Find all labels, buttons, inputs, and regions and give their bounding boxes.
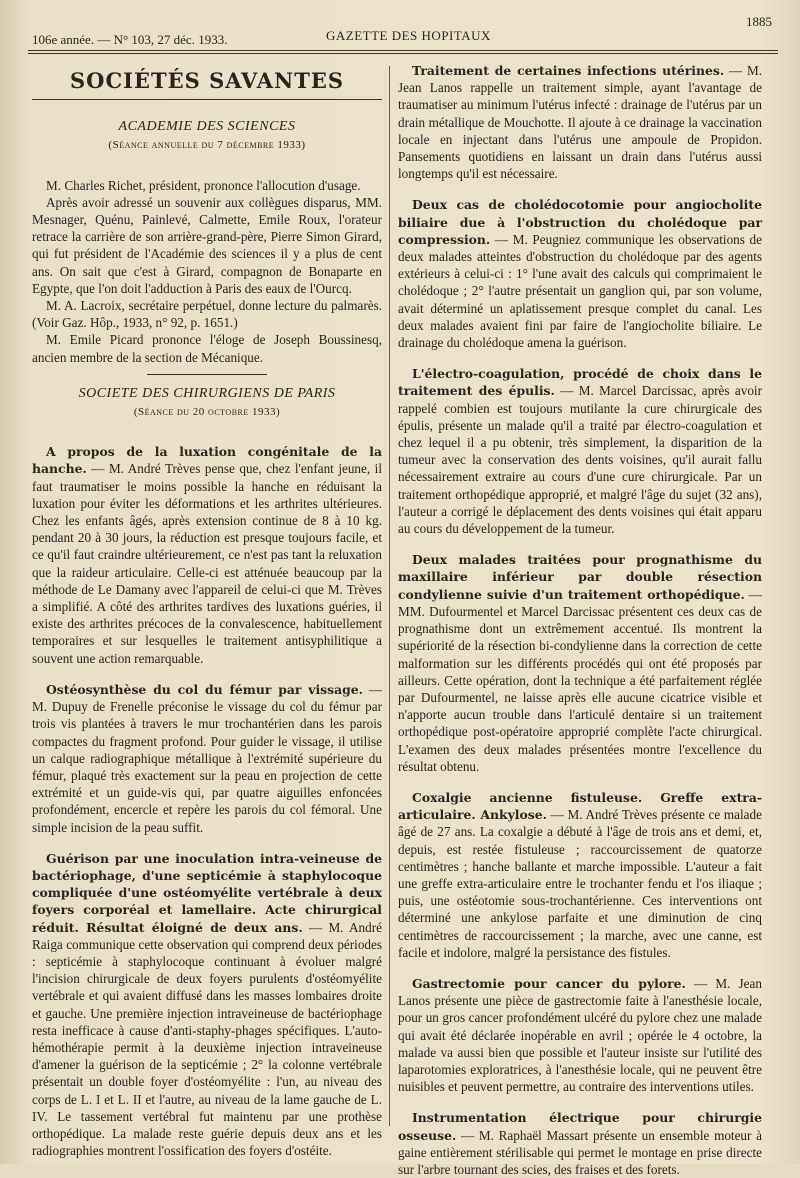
title-rule	[32, 99, 382, 100]
article-paragraph	[32, 443, 382, 667]
article-paragraph	[398, 365, 762, 537]
academy-paragraph: M. Emile Picard prononce l'éloge de Joseph Boussinesq, ancien membre de la section de Mécanique.	[32, 332, 382, 365]
left-column	[32, 62, 382, 1159]
article-heading: Deux cas de cholédocotomie pour angiocholite biliaire due à l'obstruction du cholédoque par compression.	[398, 197, 762, 247]
article-body: — M. André Trèves présente ce malade âgé de 27 ans. La coxalgie a débuté à l'âge de trois ans et demi, et, depuis, est restée fistuleuse ; raccourcissement de quatorze centimètres ; hanche ballante et marche impossible. L'auteur a fait une greffe extra-articulaire entre le trochanter fendu et l'os iliaque ; puis, une ostéotomie sous-trochantérienne. Ces interventions ont déterminé une ankylose parfaite et une diminution de cinq centimètres de raccourcissement ; la marche, avec une canne, est facile et indolore, malgré la persistance des fistules.	[398, 807, 762, 960]
section-divider	[147, 374, 267, 375]
article-paragraph	[398, 789, 762, 961]
academy-paragraph: M. A. Lacroix, secrétaire perpétuel, donne lecture du palmarès. (Voir Gaz. Hôp., 1933, n° 92, p. 1651.)	[32, 298, 382, 331]
article-heading: Coxalgie ancienne fistuleuse. Greffe extra-articulaire. Ankylose.	[398, 789, 762, 823]
article-paragraph	[32, 850, 382, 1160]
article-paragraph	[398, 62, 762, 182]
article-body: — M. Jean Lanos rappelle un traitement simple, ayant l'avantage de traumatiser au minimum l'utérus infecté : drainage de l'utérus par un drain métallique de Mouchotte. Il ajoute à ce drainage la vaccination locale en injectant dans l'utérus une ampoule de Propidon. Pansements quotidiens en laissant un drain dans l'utérus aussi longtemps qu'il est nécessaire.	[398, 63, 762, 182]
surgeons-seance: (Séance du 20 octobre 1933)	[133, 406, 281, 419]
article-body: — M. André Trèves pense que, chez l'enfant jeune, il faut traumatiser le moins possible la hanche en réduisant la luxation pour éviter les déformations et les arthrites ultérieures. Chez les enfants âgés, après extension continue de 8 à 10 kg. pendant 20 à 30 jours, la réduction est presque toujours facile, et ce qu'il faut craindre ultérieurement, ce n'est pas tant la reluxation que la raideur articulaire. Celle-ci est atténuée beaucoup par la méthode de Le Damany avec l'appareil de celui-ci que M. Trèves a simplifié. A côté des arthrites tardives des luxations guéries, il existe des arthrites précoces de la convalescence, habituellement temporaires et sur lesquelles le traitement antisyphilitique a souvent une action remarquable.	[32, 461, 382, 666]
journal-title: GAZETTE DES HOPITAUX	[326, 28, 491, 43]
page-header	[28, 14, 778, 54]
article-heading: A propos de la luxation congénitale de la hanche.	[32, 444, 382, 477]
header-rule	[28, 50, 778, 51]
article-body: — M. André Raiga communique cette observation qui comprend deux périodes : septicémie à staphylocoque continuant à évoluer malgré l'incision chirurgicale de deux foyers purulents d'ostéomyélite vertébrale et qui avaient diffusé dans les masses lombaires droite et gauche. Une première injection intraveineuse de bactériophage resta inefficace à cause d'anti-staphy-phages spécifiques. L'auto-hémothérapie permit à la deuxième injection intraveineuse d'amener la guérison de la septicémie ; 2° la colonne vertébrale présentait un double foyer d'ostéomyélite : l'un, au niveau des corps de L. I et L. II et l'autre, au niveau de la lame gauche de L. IV. Le tassement vertébral fut maintenu par une prothèse orthopédique. La malade reste guérie depuis deux ans et les radiographies montrent l'ossification des foyers d'ostéite.	[32, 919, 382, 1159]
page-number: 1885	[746, 14, 772, 29]
article-heading: Gastrectomie pour cancer du pylore.	[412, 975, 686, 991]
article-body: — M. Dupuy de Frenelle préconise le vissage du col du fémur par trois vis plantées à travers le mur trochantérien dans les parois compactes du fragment profond. Pour guider le vissage, il utilise un calque radiographique métallique à l'extrémité supérieure du fémur, plaqué très exactement sur la peau en projection de cette extrémité et un guide-vis qui, par quatre aiguilles enfoncées profondément, encercle et repère les parois du col fémoral. Une simple incision de la peau suffit.	[32, 681, 383, 835]
academy-seance: (Séance annuelle du 7 décembre 1933)	[108, 139, 306, 152]
article-paragraph	[398, 975, 762, 1095]
article-heading: Instrumentation électrique pour chirurgie osseuse.	[398, 1110, 762, 1143]
article-heading: Ostéosynthèse du col du fémur par vissage.	[46, 681, 363, 697]
header-rule-double	[28, 53, 778, 54]
article-body: — M. Jean Lanos présente une pièce de gastrectomie faite à l'anesthésie locale, pour un gros cancer profondément ulcéré du pylore chez une malade qui avait été déclarée inopérable en avril ; opérée le 4 octobre, la malade va aussi bien que possible et l'auteur insiste sur l'utilité des laparotomies exploratrices, à l'anesthésie locale, qui ne peuvent être nuisibles et peuvent permettre, au contraire des interventions utiles.	[398, 975, 762, 1095]
academy-title: ACADEMIE DES SCIENCES	[118, 119, 296, 135]
article-heading: L'électro-coagulation, procédé de choix dans le traitement des épulis.	[398, 366, 762, 399]
article-heading: Traitement de certaines infections utérines.	[412, 63, 725, 78]
surgeons-title: SOCIETE DES CHIRURGIENS DE PARIS	[78, 385, 336, 401]
academy-paragraph: Après avoir adressé un souvenir aux collègues disparus, MM. Mesnager, Quénu, Painlevé, Calmette, Emile Roux, l'orateur retrace la carrière de son arrière-grand-père, Pierre Simon Girard, qui fut président de l'Académie des sciences il y a plus de cent ans. On sait que c'est à Girard, compagnon de Bonaparte en Egypte, que l'on doit l'adduction à Paris des eaux de l'Ourcq.	[32, 194, 382, 296]
article-heading: Deux malades traitées pour prognathisme du maxillaire inférieur par double résection condylienne suivie d'un traitement orthopédique.	[398, 552, 762, 602]
main-section-title: SOCIÉTÉS SAVANTES	[70, 68, 344, 93]
article-body: — MM. Dufourmentel et Marcel Darcissac présentent ces deux cas de prognathisme dont un extrêmement accentué. Ils montrent la supériorité de la résection bi-condylienne dans la correction de cette malformation sur les différents procédés qui ont été proposés par ailleurs. Cette opération, dont la technique a été parfaitement réglée par Dufourmentel, ne laisse après elle aucune cicatrice visible et n'apporte aucun trouble dans l'articulé dentaire si un traitement orthopédique post-opératoire approprié complète l'acte chirurgical. L'examen des deux malades présentées montre l'excellence du résultat obtenu.	[398, 586, 762, 774]
column-separator	[389, 66, 390, 1126]
issue-line: 106e année. — N° 103, 27 déc. 1933.	[32, 32, 228, 47]
right-column	[398, 62, 762, 1178]
article-body: — M. Marcel Darcissac, après avoir rappelé combien est toujours mutilante la cure chirurgicale des épulis, présente un malade qu'il a traité par électro-coagulation et chez lequel il a pu obtenir, très simplement, la disparition de la tumeur avec la conservation des dents voisines, qu'il aurait fallu nécessairement extraire au cours d'une cure chirurgicale. Par un traitement orthopédique approprié, et malgré l'âge du sujet (32 ans), l'auteur a corrigé le déplacement des dents voisines qui était apparu au cours du développement de la tumeur.	[398, 383, 762, 537]
article-body: — M. Raphaël Massart présente un ensemble moteur à gaine entièrement stérilisable qui permet le montage en prise directe sur l'arbre tournant des scies, des fraises et des forets.	[398, 1127, 762, 1177]
article-body: — M. Peugniez communique les observations de deux malades atteintes d'obstruction du cholédoque par des agents extérieurs à celui-ci : 1° l'une avait des calculs qui comprimaient le cholédoque ; 2° l'autre présentait un ganglion qui, par son volume, avait déterminé un aplatissement presque complet du canal. Les deux malades avaient fini par faire de l'angiocholite biliaire. Le drainage du cholédoque amena la guérison.	[398, 231, 762, 351]
article-heading: Guérison par une inoculation intra-veineuse de bactériophage, d'une septicémie à staphylocoque compliquée d'une ostéomyélite vertébrale à deux foyers corporéal et lamellaire. Acte chirurgical réduit. Résultat éloigné de deux ans.	[32, 850, 382, 935]
article-paragraph	[398, 196, 762, 351]
article-paragraph	[32, 681, 382, 836]
article-paragraph	[398, 1109, 762, 1178]
academy-paragraph: M. Charles Richet, président, prononce l'allocution d'usage.	[46, 177, 361, 193]
article-paragraph	[398, 551, 762, 775]
